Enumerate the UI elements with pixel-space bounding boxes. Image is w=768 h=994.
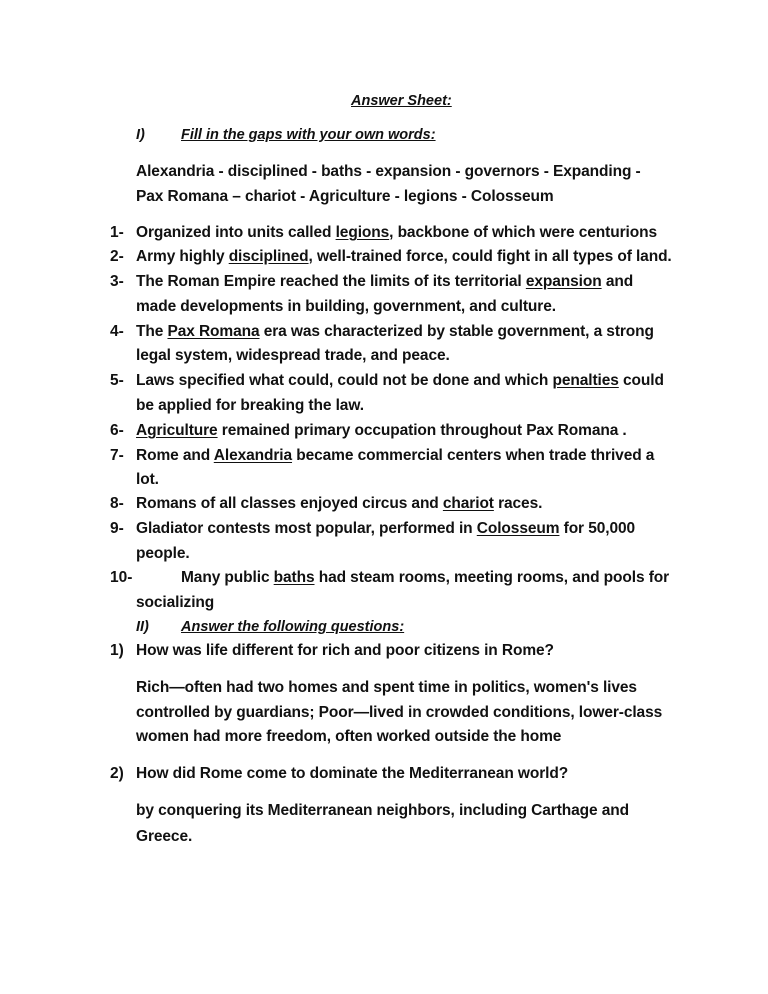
fill-item-10: Many public baths had steam rooms, meeting rooms, and pools for <box>181 569 670 586</box>
fill-item-10-continued: socializing <box>136 594 215 611</box>
fill-item-9-continued: people. <box>136 545 190 562</box>
answer-1-line-3: women had more freedom, often worked outside the home <box>136 728 562 745</box>
item-number: 3- <box>110 273 124 290</box>
item-number: 5- <box>110 372 124 389</box>
fill-item-2: Army highly disciplined, well-trained force, could fight in all types of land. <box>136 248 672 265</box>
answer-word: expansion <box>525 273 602 290</box>
answer-word: legions <box>335 224 390 241</box>
item-number: 10- <box>110 569 133 586</box>
fill-item-1: Organized into units called legions, backbone of which were centurions <box>136 224 657 241</box>
fill-item-5-continued: be applied for breaking the law. <box>136 397 364 414</box>
answer-word: Agriculture <box>136 422 218 439</box>
fill-item-8: Romans of all classes enjoyed circus and chariot races. <box>136 495 543 512</box>
answer-1-line-1: Rich—often had two homes and spent time in politics, women's lives <box>136 679 637 696</box>
answer-word: penalties <box>552 372 619 389</box>
fill-item-4-continued: legal system, widespread trade, and peace. <box>136 347 450 364</box>
section-1-numeral: I) <box>136 127 145 143</box>
answer-word: Pax Romana <box>167 323 260 340</box>
page-title: Answer Sheet: <box>351 93 452 109</box>
item-number: 1- <box>110 224 124 241</box>
word-bank-line-2: Pax Romana – chariot - Agriculture - legions - Colosseum <box>136 188 554 205</box>
fill-item-4: The Pax Romana era was characterized by stable government, a strong <box>136 323 654 340</box>
fill-item-3-continued: made developments in building, government, and culture. <box>136 298 556 315</box>
answer-word: baths <box>273 569 315 586</box>
item-number: 7- <box>110 447 124 464</box>
answer-word: Alexandria <box>213 447 293 464</box>
question-number: 1) <box>110 642 124 659</box>
item-number: 6- <box>110 422 124 439</box>
question-number: 2) <box>110 765 124 782</box>
item-number: 4- <box>110 323 124 340</box>
word-bank-line-1: Alexandria - disciplined - baths - expansion - governors - Expanding - <box>136 163 641 180</box>
answer-word: chariot <box>442 495 494 512</box>
answer-2-line-1: by conquering its Mediterranean neighbors, including Carthage and <box>136 802 630 819</box>
answer-word: disciplined <box>228 248 309 265</box>
fill-item-3: The Roman Empire reached the limits of its territorial expansion and <box>136 273 634 290</box>
question-1: How was life different for rich and poor citizens in Rome? <box>136 642 554 659</box>
section-2-numeral: II) <box>136 619 149 635</box>
answer-word: Colosseum <box>476 520 560 537</box>
question-2: How did Rome come to dominate the Mediterranean world? <box>136 765 569 782</box>
fill-item-7: Rome and Alexandria became commercial centers when trade thrived a <box>136 447 655 464</box>
item-number: 9- <box>110 520 124 537</box>
fill-item-5: Laws specified what could, could not be done and which penalties could <box>136 372 664 389</box>
section-1-heading: Fill in the gaps with your own words: <box>181 127 436 143</box>
item-number: 8- <box>110 495 124 512</box>
answer-2-line-2: Greece. <box>136 828 193 845</box>
answer-1-line-2: controlled by guardians; Poor—lived in crowded conditions, lower-class <box>136 704 663 721</box>
section-2-heading: Answer the following questions: <box>181 619 405 635</box>
fill-item-9: Gladiator contests most popular, performed in Colosseum for 50,000 <box>136 520 636 537</box>
fill-item-7-continued: lot. <box>136 471 159 488</box>
fill-item-6: Agriculture remained primary occupation throughout Pax Romana . <box>136 422 627 439</box>
item-number: 2- <box>110 248 124 265</box>
